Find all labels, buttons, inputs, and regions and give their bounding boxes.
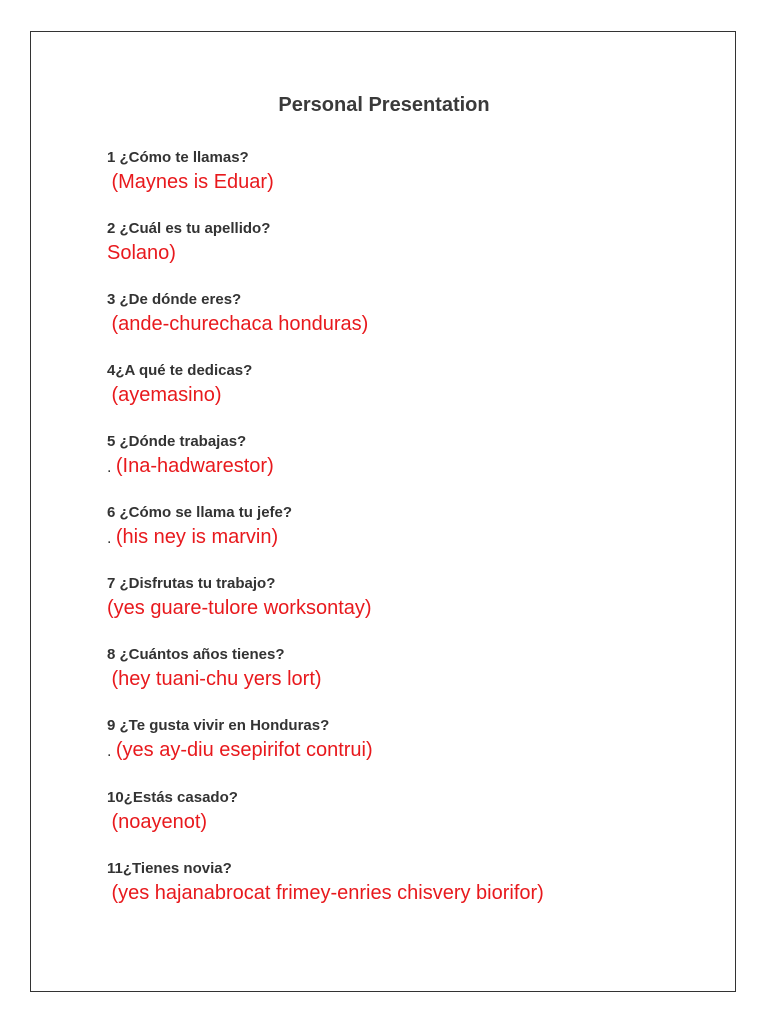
answer-text-9: (yes ay-diu esepirifot contrui) bbox=[115, 739, 373, 761]
question-9: 9 ¿Te gusta vivir en Honduras? bbox=[107, 717, 330, 734]
answer-text-1: (Maynes is Eduar) bbox=[111, 171, 274, 193]
answer-6 bbox=[107, 525, 727, 551]
qa-item-9 bbox=[107, 717, 727, 764]
answer-4 bbox=[107, 383, 727, 409]
document-title: Personal Presentation bbox=[278, 94, 490, 116]
qa-item-10 bbox=[107, 789, 727, 836]
answer-text-10: (noayenot) bbox=[111, 811, 208, 833]
qa-item-2 bbox=[107, 220, 727, 267]
answer-text-6: (his ney is marvin) bbox=[115, 526, 279, 548]
answer-text-11: (yes hajanabrocat frimey-enries chisvery biorifor) bbox=[111, 882, 544, 904]
document-page bbox=[30, 31, 736, 992]
question-6: 6 ¿Cómo se llama tu jefe? bbox=[107, 504, 293, 521]
answer-1 bbox=[107, 170, 727, 196]
question-1: 1 ¿Cómo te llamas? bbox=[107, 149, 249, 166]
qa-item-8 bbox=[107, 646, 727, 693]
qa-item-1 bbox=[107, 149, 727, 196]
question-5: 5 ¿Dónde trabajas? bbox=[107, 433, 247, 450]
answer-text-7: (yes guare-tulore worksontay) bbox=[107, 597, 372, 619]
question-8: 8 ¿Cuántos años tienes? bbox=[107, 646, 285, 663]
answer-9 bbox=[107, 738, 727, 764]
answer-text-4: (ayemasino) bbox=[111, 384, 222, 406]
qa-item-7 bbox=[107, 575, 727, 622]
qa-item-11 bbox=[107, 860, 727, 907]
question-2: 2 ¿Cuál es tu apellido? bbox=[107, 220, 271, 237]
qa-item-3 bbox=[107, 291, 727, 338]
answer-2 bbox=[107, 241, 727, 267]
answer-10 bbox=[107, 810, 727, 836]
answer-8 bbox=[107, 667, 727, 693]
answer-prefix-6: . bbox=[107, 530, 116, 547]
answer-3 bbox=[107, 312, 727, 338]
answer-7 bbox=[107, 596, 727, 622]
question-11: 11¿Tienes novia? bbox=[107, 860, 232, 877]
answer-text-8: (hey tuani-chu yers lort) bbox=[111, 668, 322, 690]
question-10: 10¿Estás casado? bbox=[107, 789, 238, 806]
question-7: 7 ¿Disfrutas tu trabajo? bbox=[107, 575, 276, 592]
answer-prefix-9: . bbox=[107, 743, 116, 760]
qa-item-4 bbox=[107, 362, 727, 409]
qa-item-6 bbox=[107, 504, 727, 551]
answer-11 bbox=[107, 881, 727, 907]
qa-item-5 bbox=[107, 433, 727, 480]
answer-text-2: Solano) bbox=[107, 242, 176, 264]
question-3: 3 ¿De dónde eres? bbox=[107, 291, 242, 308]
answer-prefix-5: . bbox=[107, 459, 116, 476]
answer-5 bbox=[107, 454, 727, 480]
question-4: 4¿A qué te dedicas? bbox=[107, 362, 253, 379]
answer-text-5: (Ina-hadwarestor) bbox=[115, 455, 274, 477]
answer-text-3: (ande-churechaca honduras) bbox=[111, 313, 369, 335]
